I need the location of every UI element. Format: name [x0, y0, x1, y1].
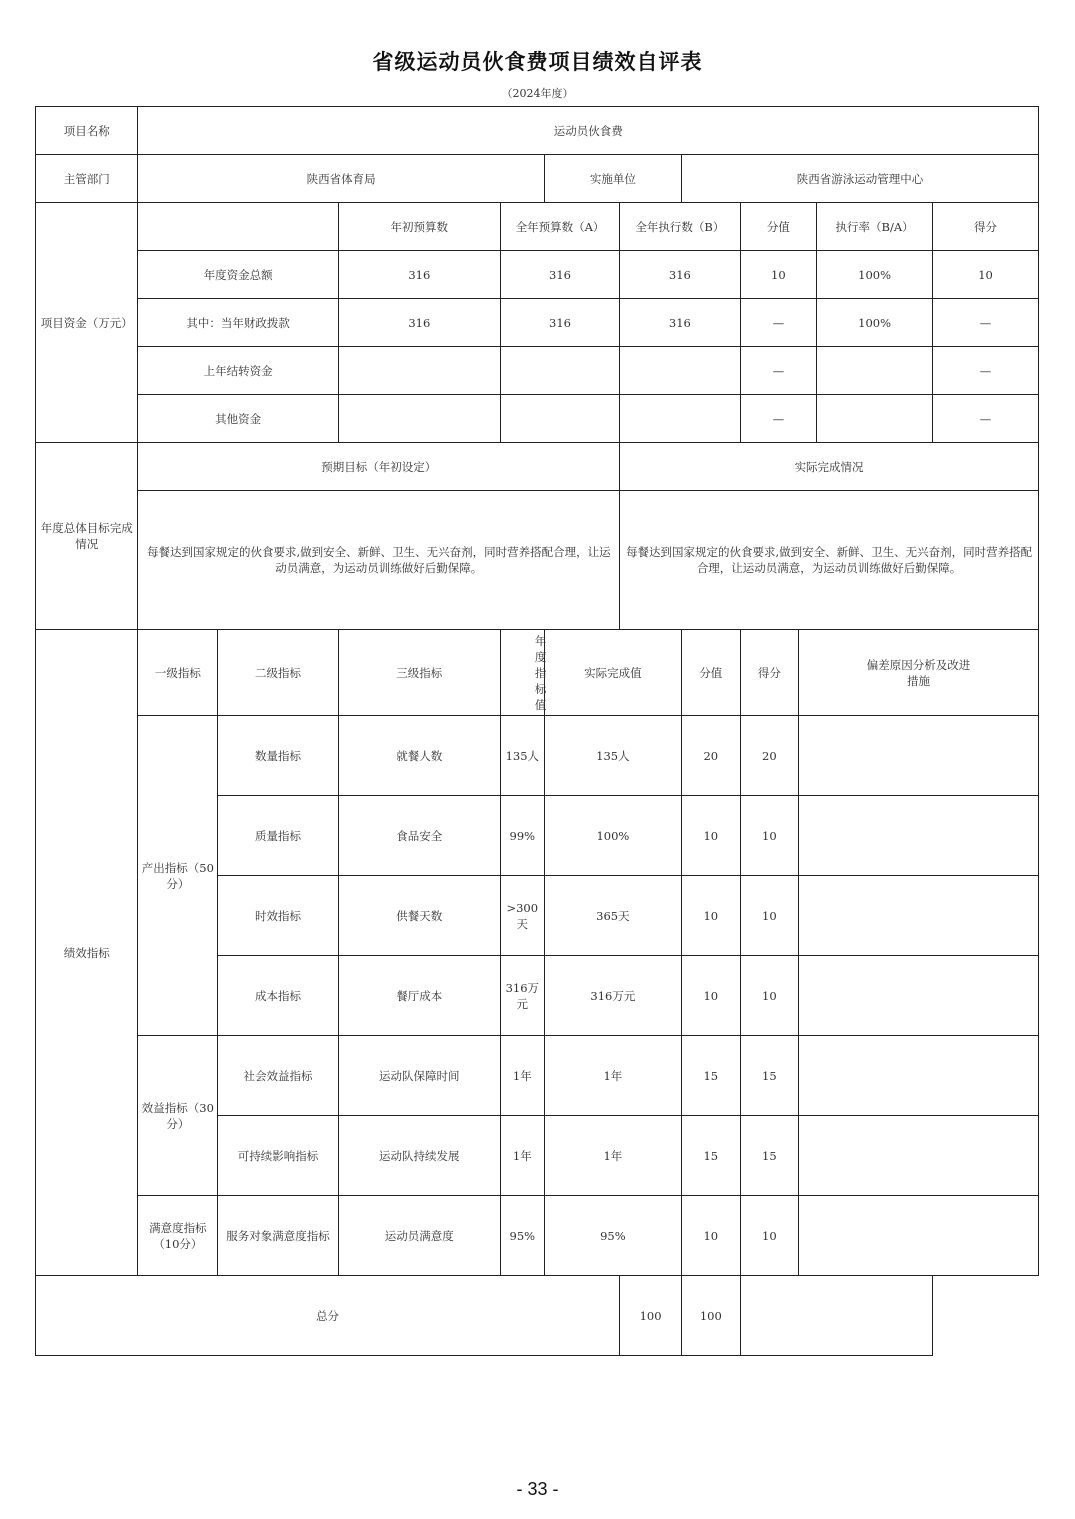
project-name-row [36, 107, 1039, 155]
indicator-analysis [799, 1196, 1039, 1276]
indicator-score-value: 15 [682, 1116, 741, 1196]
indicator-target: 95% [500, 1196, 544, 1276]
indicator-row [36, 1036, 1039, 1116]
indicator-score-value: 10 [682, 796, 741, 876]
indicator-header-level2: 二级指标 [218, 630, 338, 716]
indicator-level2: 社会效益指标 [218, 1036, 338, 1116]
funds-row-score: — [933, 347, 1039, 395]
funds-row-executed: 316 [620, 251, 740, 299]
indicator-score-value: 10 [682, 956, 741, 1036]
indicator-analysis [799, 876, 1039, 956]
funds-row-initial [338, 395, 500, 443]
expected-goal-header: 预期目标（年初设定） [138, 443, 620, 491]
indicator-actual: 1年 [544, 1036, 681, 1116]
funds-row-score-value: — [740, 299, 817, 347]
indicator-level3: 食品安全 [338, 796, 500, 876]
goals-label: 年度总体目标完成情况 [36, 443, 138, 630]
indicator-target: 316万元 [500, 956, 544, 1036]
indicator-header-row [36, 630, 1039, 716]
funds-row [36, 251, 1039, 299]
indicator-score: 20 [740, 716, 799, 796]
funds-label: 项目资金（万元） [36, 203, 138, 443]
funds-row-label: 其中：当年财政拨款 [138, 299, 338, 347]
indicator-target: 1年 [500, 1116, 544, 1196]
funds-row-initial: 316 [338, 251, 500, 299]
indicator-target: 135人 [500, 716, 544, 796]
funds-row-score: — [933, 395, 1039, 443]
indicator-level2: 质量指标 [218, 796, 338, 876]
funds-row-score-value: — [740, 347, 817, 395]
funds-row-score: 10 [933, 251, 1039, 299]
funds-row-score-value: 10 [740, 251, 817, 299]
project-name-value: 运动员伙食费 [138, 107, 1039, 155]
funds-row-executed [620, 347, 740, 395]
funds-row-annual [500, 395, 619, 443]
funds-row-label: 其他资金 [138, 395, 338, 443]
funds-row-rate [817, 395, 933, 443]
indicator-header-analysis: 偏差原因分析及改进措施 [799, 630, 1039, 716]
goals-text-row [36, 491, 1039, 630]
funds-row-rate: 100% [817, 251, 933, 299]
department-value: 陕西省体育局 [138, 155, 544, 203]
indicator-score-value: 10 [682, 1196, 741, 1276]
indicator-analysis [799, 796, 1039, 876]
indicator-row [36, 1196, 1039, 1276]
funds-header-annual: 全年预算数（A） [500, 203, 619, 251]
funds-row [36, 347, 1039, 395]
indicator-level3: 运动员满意度 [338, 1196, 500, 1276]
indicator-header-level3: 三级指标 [338, 630, 500, 716]
indicator-group-label: 满意度指标（10分） [138, 1196, 218, 1276]
funds-row [36, 395, 1039, 443]
indicator-level3: 供餐天数 [338, 876, 500, 956]
indicator-score: 10 [740, 876, 799, 956]
indicator-level2: 成本指标 [218, 956, 338, 1036]
indicator-level2: 数量指标 [218, 716, 338, 796]
funds-row-executed: 316 [620, 299, 740, 347]
indicator-analysis [799, 1116, 1039, 1196]
indicator-score: 10 [740, 1196, 799, 1276]
total-score-value: 100 [620, 1276, 682, 1356]
funds-row-annual [500, 347, 619, 395]
indicator-header-score-value: 分值 [682, 630, 741, 716]
funds-row [36, 299, 1039, 347]
indicator-score-value: 10 [682, 876, 741, 956]
year-subtitle: （2024年度） [501, 87, 574, 100]
page-title: 省级运动员伙食费项目绩效自评表 [372, 50, 703, 74]
implementing-unit-label: 实施单位 [544, 155, 681, 203]
goals-header-row [36, 443, 1039, 491]
performance-evaluation-table [35, 106, 1039, 1356]
indicator-header-level1: 一级指标 [138, 630, 218, 716]
department-label: 主管部门 [36, 155, 138, 203]
funds-row-annual: 316 [500, 251, 619, 299]
indicator-score: 15 [740, 1036, 799, 1116]
indicator-level3: 餐厅成本 [338, 956, 500, 1036]
total-label: 总分 [36, 1276, 620, 1356]
implementing-unit-value: 陕西省游泳运动管理中心 [682, 155, 1039, 203]
indicator-header-score: 得分 [740, 630, 799, 716]
funds-row-rate [817, 347, 933, 395]
funds-header-rate: 执行率（B/A） [817, 203, 933, 251]
funds-row-rate: 100% [817, 299, 933, 347]
indicator-analysis [799, 956, 1039, 1036]
indicator-score: 15 [740, 1116, 799, 1196]
indicator-level3: 运动队保障时间 [338, 1036, 500, 1116]
funds-row-annual: 316 [500, 299, 619, 347]
indicator-row [36, 716, 1039, 796]
indicators-label: 绩效指标 [36, 630, 138, 1276]
department-row [36, 155, 1039, 203]
funds-header-initial: 年初预算数 [338, 203, 500, 251]
funds-row-initial: 316 [338, 299, 500, 347]
total-score: 100 [682, 1276, 741, 1356]
indicator-level2: 可持续影响指标 [218, 1116, 338, 1196]
indicator-analysis [799, 1036, 1039, 1116]
expected-goal-text: 每餐达到国家规定的伙食要求,做到安全、新鲜、卫生、无兴奋剂，同时营养搭配合理，让运动员满意，为运动员训练做好后勤保障。 [138, 491, 620, 630]
indicator-actual: 316万元 [544, 956, 681, 1036]
indicator-target: >300天 [500, 876, 544, 956]
indicator-target: 99% [500, 796, 544, 876]
indicator-actual: 100% [544, 796, 681, 876]
funds-header-score: 得分 [933, 203, 1039, 251]
indicator-level3: 运动队持续发展 [338, 1116, 500, 1196]
actual-completion-header: 实际完成情况 [620, 443, 1039, 491]
funds-row-label: 年度资金总额 [138, 251, 338, 299]
indicator-level3: 就餐人数 [338, 716, 500, 796]
funds-row-executed [620, 395, 740, 443]
indicator-score-value: 20 [682, 716, 741, 796]
indicator-analysis [799, 716, 1039, 796]
funds-header-row [36, 203, 1039, 251]
indicator-score: 10 [740, 956, 799, 1036]
indicator-level2: 时效指标 [218, 876, 338, 956]
project-name-label: 项目名称 [36, 107, 138, 155]
funds-header-blank [138, 203, 338, 251]
indicator-group-label: 效益指标（30分） [138, 1036, 218, 1196]
total-row [36, 1276, 1039, 1356]
indicator-header-actual: 实际完成值 [544, 630, 681, 716]
total-analysis [740, 1276, 932, 1356]
indicator-score-value: 15 [682, 1036, 741, 1116]
indicator-level2: 服务对象满意度指标 [218, 1196, 338, 1276]
funds-row-label: 上年结转资金 [138, 347, 338, 395]
funds-row-score: — [933, 299, 1039, 347]
indicator-score: 10 [740, 796, 799, 876]
indicator-actual: 135人 [544, 716, 681, 796]
page-number: - 33 - [516, 1479, 559, 1499]
indicator-actual: 95% [544, 1196, 681, 1276]
indicator-actual: 1年 [544, 1116, 681, 1196]
indicator-target: 1年 [500, 1036, 544, 1116]
indicator-actual: 365天 [544, 876, 681, 956]
funds-row-initial [338, 347, 500, 395]
funds-row-score-value: — [740, 395, 817, 443]
funds-header-score-value: 分值 [740, 203, 817, 251]
funds-header-executed: 全年执行数（B） [620, 203, 740, 251]
indicator-header-target: 年度指标值 [500, 630, 544, 716]
actual-completion-text: 每餐达到国家规定的伙食要求,做到安全、新鲜、卫生、无兴奋剂，同时营养搭配合理，让运动员满意，为运动员训练做好后勤保障。 [620, 491, 1039, 630]
indicator-group-label: 产出指标（50分） [138, 716, 218, 1036]
